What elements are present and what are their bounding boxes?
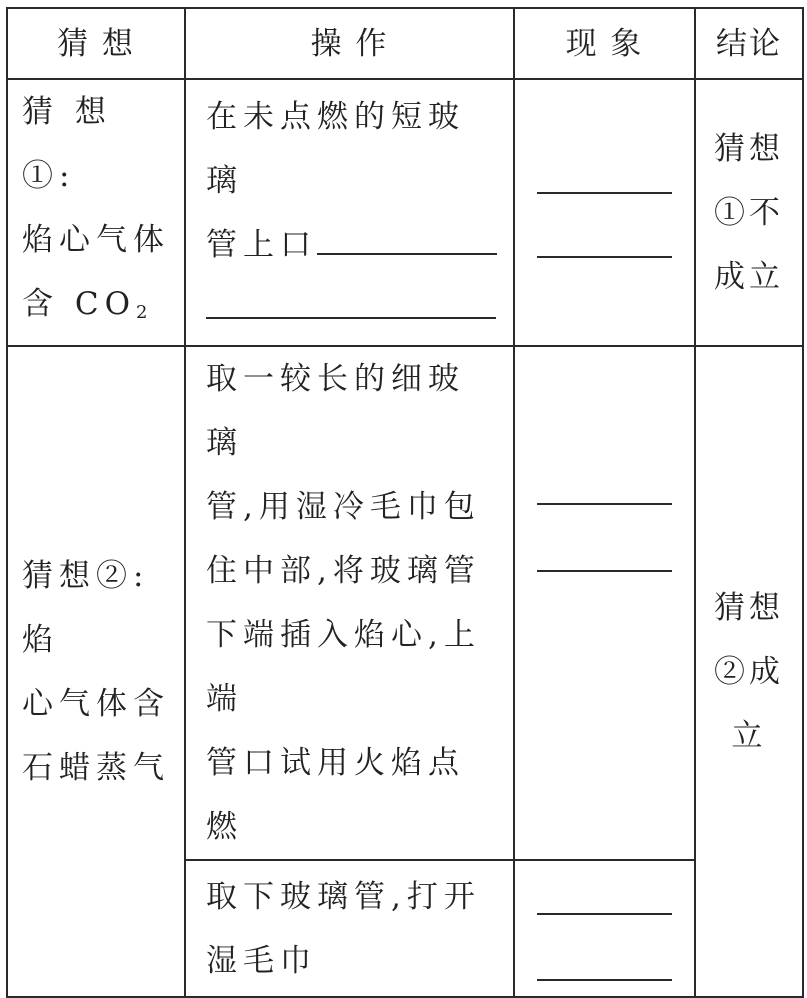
conclusion-2-line-1: 猜想 — [714, 589, 784, 626]
guess-2-line-1: 猜想②:焰 — [22, 557, 150, 658]
conclusion-2-line-3: 立 — [731, 717, 767, 754]
conclusion-1-cell — [695, 79, 803, 346]
co2-subscript: 2 — [136, 302, 148, 323]
operation-1-blank-2[interactable] — [206, 317, 496, 319]
header-operation: 操 作 — [185, 8, 514, 79]
conclusion-2-cell — [695, 346, 803, 997]
phenomenon-1-blank-2[interactable] — [537, 256, 672, 258]
phenomenon-2-cell — [514, 346, 695, 860]
experiment-table — [6, 7, 804, 998]
header-row — [7, 8, 803, 79]
guess-1-line-1: 猜 想 ①: — [22, 94, 112, 194]
operation-2-line-4: 下端插入焰心,上端 — [206, 617, 481, 717]
operation-2-line-5: 管口试用火焰点燃 — [206, 745, 465, 845]
operation-2-line-2: 管,用湿冷毛巾包 — [206, 489, 481, 525]
operation-3-cell — [185, 860, 514, 997]
operation-3-line-2: 湿毛巾 — [206, 942, 317, 979]
guess-2-line-2: 心气体含 — [22, 685, 170, 722]
header-phenomenon: 现 象 — [514, 8, 695, 79]
operation-2-cell — [185, 346, 514, 860]
operation-2-line-3: 住中部,将玻璃管 — [206, 553, 481, 589]
operation-1-line-3 — [206, 277, 501, 341]
operation-1-line-1: 在未点燃的短玻璃 — [206, 98, 465, 199]
phenomenon-2-blank-1[interactable] — [537, 503, 672, 505]
guess-2-cell — [7, 346, 185, 997]
phenomenon-3-blank-1[interactable] — [537, 913, 672, 915]
header-conclusion: 结论 — [695, 8, 803, 79]
phenomenon-3-cell — [514, 860, 695, 997]
conclusion-2-line-2: ②成 — [714, 653, 784, 690]
phenomenon-3-blank-2[interactable] — [537, 979, 672, 981]
row-guess-1 — [7, 79, 803, 346]
conclusion-1-line-1: 猜想 — [714, 130, 784, 167]
operation-3-line-1: 取下玻璃管,打开 — [206, 878, 481, 915]
guess-2-line-3: 石蜡蒸气 — [22, 749, 170, 786]
operation-1-cell — [185, 79, 514, 346]
operation-1-blank-1[interactable] — [317, 253, 497, 255]
phenomenon-1-cell — [514, 79, 695, 346]
phenomenon-1-blank-1[interactable] — [537, 192, 672, 194]
operation-2-line-1: 取一较长的细玻璃 — [206, 361, 465, 461]
phenomenon-2-blank-2[interactable] — [537, 570, 672, 572]
guess-1-cell — [7, 79, 185, 346]
guess-1-line-3 — [22, 272, 176, 345]
conclusion-1-line-3: 成立 — [714, 258, 784, 295]
guess-1-line-2: 焰心气体 — [22, 222, 170, 258]
guess-1-line-3-text: 含 CO — [22, 286, 136, 322]
conclusion-1-line-2: ①不 — [714, 194, 784, 231]
operation-1-line-2 — [206, 213, 501, 277]
row-guess-2a — [7, 346, 803, 860]
operation-1-line-2-text: 管上口 — [206, 226, 317, 263]
header-guess: 猜 想 — [7, 8, 185, 79]
